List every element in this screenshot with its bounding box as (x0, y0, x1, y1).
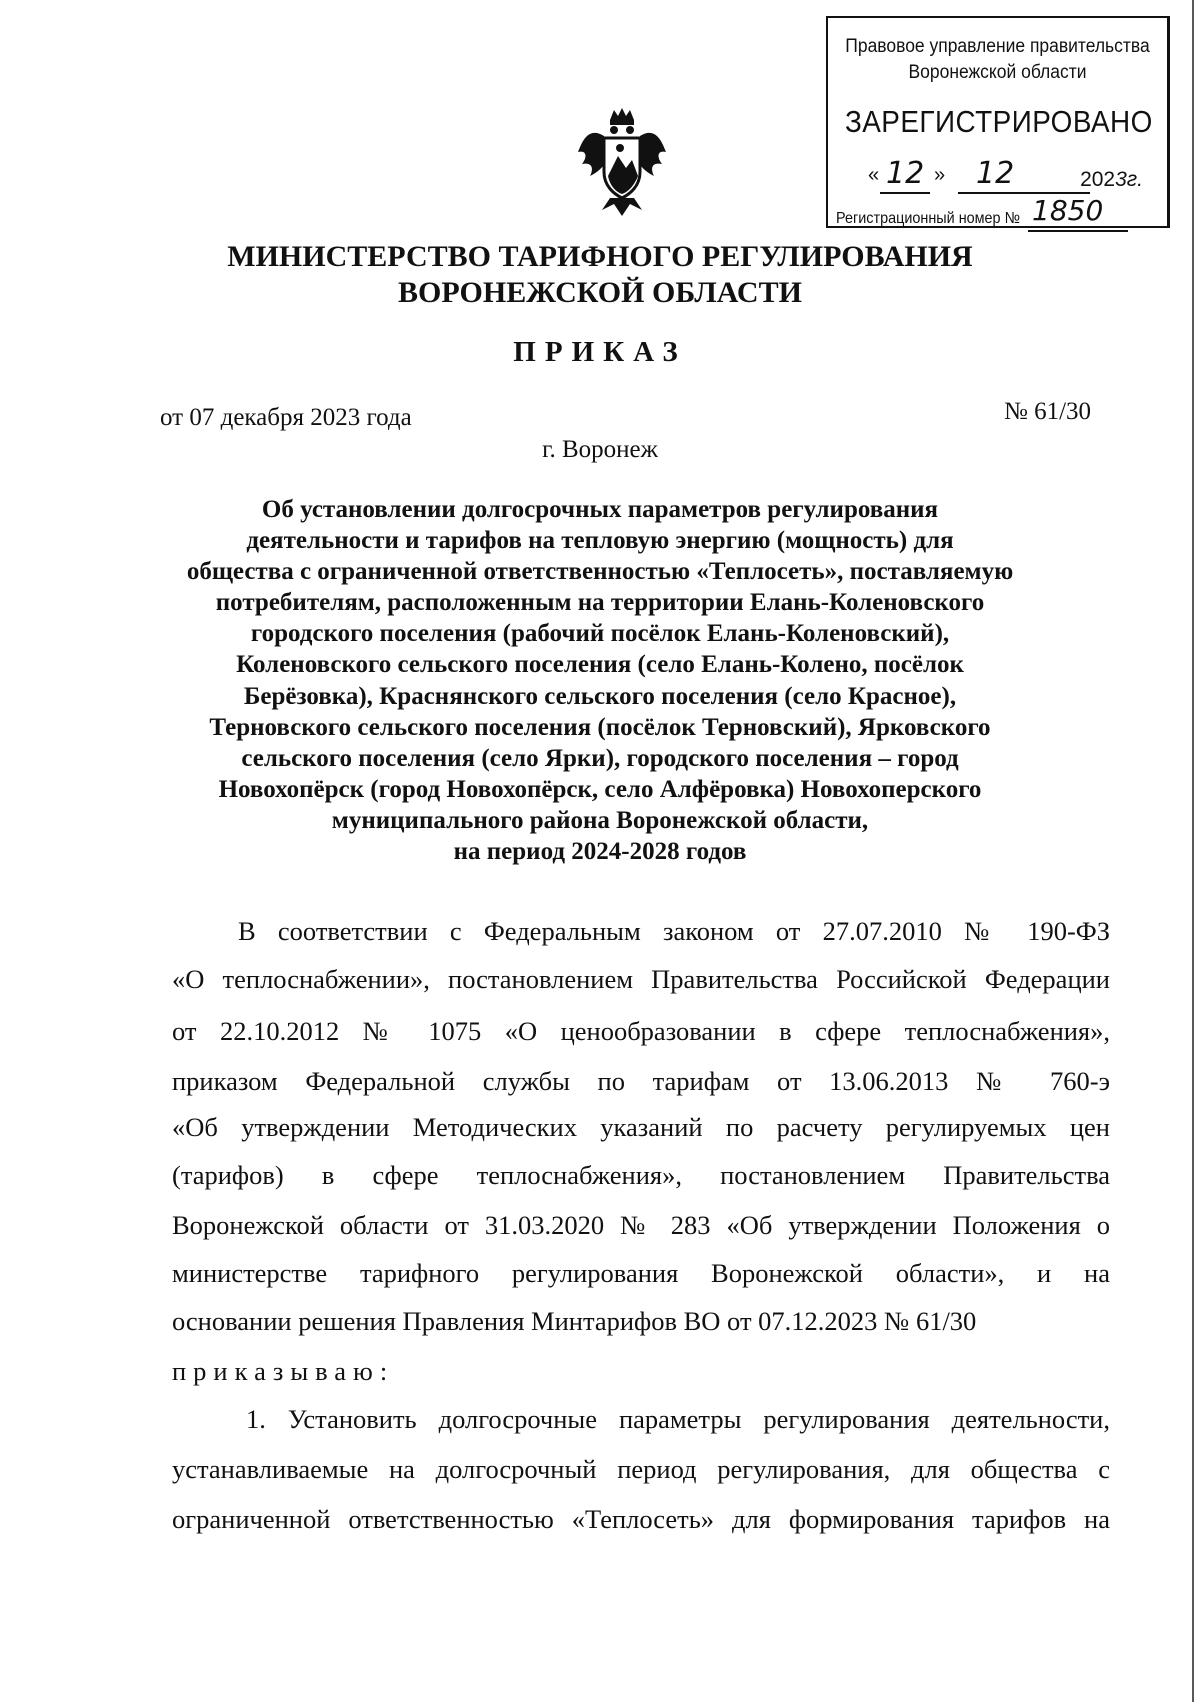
body-line: министерстве тарифного регулирования Воронежской области», и на (172, 1258, 1110, 1288)
body-line: (тарифов) в сфере теплоснабжения», постановлением Правительства (172, 1160, 1110, 1190)
stamp-org-line1: Правовое управление правительства (845, 36, 1150, 57)
stamp-quote-open: « (868, 164, 880, 186)
stamp-quote-close: » (934, 164, 946, 186)
body-line: 1. Установить долгосрочные параметры регулирования деятельности, (246, 1404, 1110, 1434)
body-line: приказом Федеральной службы по тарифам от 13.06.2013 № 760-э (172, 1066, 1110, 1096)
document-body (172, 0, 1110, 1702)
body-line: от 22.10.2012 № 1075 «О ценообразовании в сфере теплоснабжения», (172, 1016, 1110, 1046)
document-number: № 61/30 (1004, 398, 1092, 425)
subject-line: деятельности и тарифов на тепловую энергию (мощность) для (246, 527, 954, 555)
ministry-name-line1: МИНИСТЕРСТВО ТАРИФНОГО РЕГУЛИРОВАНИЯ (227, 240, 973, 273)
document-city: г. Воронеж (542, 436, 658, 463)
body-line: «Об утверждении Методических указаний по расчету регулируемых цен (172, 1112, 1110, 1142)
document-type: ПРИКАЗ (513, 336, 687, 368)
stamp-year-hand: 3г. (1115, 168, 1143, 191)
subject-line: Берёзовка), Краснянского сельского поселения (село Красное), (243, 682, 957, 710)
subject-line: Об установлении долгосрочных параметров регулирования (261, 496, 939, 523)
stamp-number-value: 1850 (1032, 194, 1104, 227)
subject-line: сельского поселения (село Ярки), городского поселения – город (241, 744, 959, 772)
stamp-date-day: 12 (886, 156, 925, 191)
order-verb: приказываю: (172, 1356, 395, 1386)
body-line: основании решения Правления Минтарифов ВО от 07.12.2023 № 61/30 (172, 1306, 977, 1336)
subject-line: потребителям, расположенным на территории Елань-Коленовского (215, 589, 985, 617)
stamp-date-month: 12 (976, 156, 1015, 191)
ministry-name-line2: ВОРОНЕЖСКОЙ ОБЛАСТИ (398, 276, 802, 309)
body-line: «О теплоснабжении», постановлением Правительства Российской Федерации (172, 964, 1110, 994)
subject-line: общества с ограниченной ответственностью «Теплосеть», поставляемую (186, 558, 1014, 586)
subject-line: Новохопёрск (город Новохопёрск, село Алфёровка) Новохоперского (218, 775, 982, 803)
subject-line: городского поселения (рабочий посёлок Елань-Коленовский), (250, 620, 950, 648)
body-line: В соответствии с Федеральным законом от 27.07.2010 № 190-ФЗ (238, 916, 1110, 946)
subject-line: Коленовского сельского поселения (село Елань-Колено, посёлок (236, 651, 964, 679)
stamp-year-prefix: 202 (1080, 168, 1116, 191)
stamp-number-label: Регистрационный номер № (836, 210, 1021, 227)
body-line: устанавливаемые на долгосрочный период регулирования, для общества с (172, 1454, 1110, 1484)
subject-line: муниципального района Воронежской области, (331, 806, 869, 834)
subject-line: на период 2024-2028 годов (453, 838, 747, 866)
document-date: от 07 декабря 2023 года (160, 404, 412, 431)
stamp-title: ЗАРЕГИСТРИРОВАНО (844, 104, 1153, 139)
stamp-org-line2: Воронежской области (908, 62, 1087, 83)
body-line: ограниченной ответственностью «Теплосеть» для формирования тарифов на (172, 1504, 1110, 1534)
body-line: Воронежской области от 31.03.2020 № 283 «Об утверждении Положения о (172, 1210, 1110, 1240)
subject-line: Терновского сельского поселения (посёлок Терновский), Ярковского (209, 713, 991, 741)
